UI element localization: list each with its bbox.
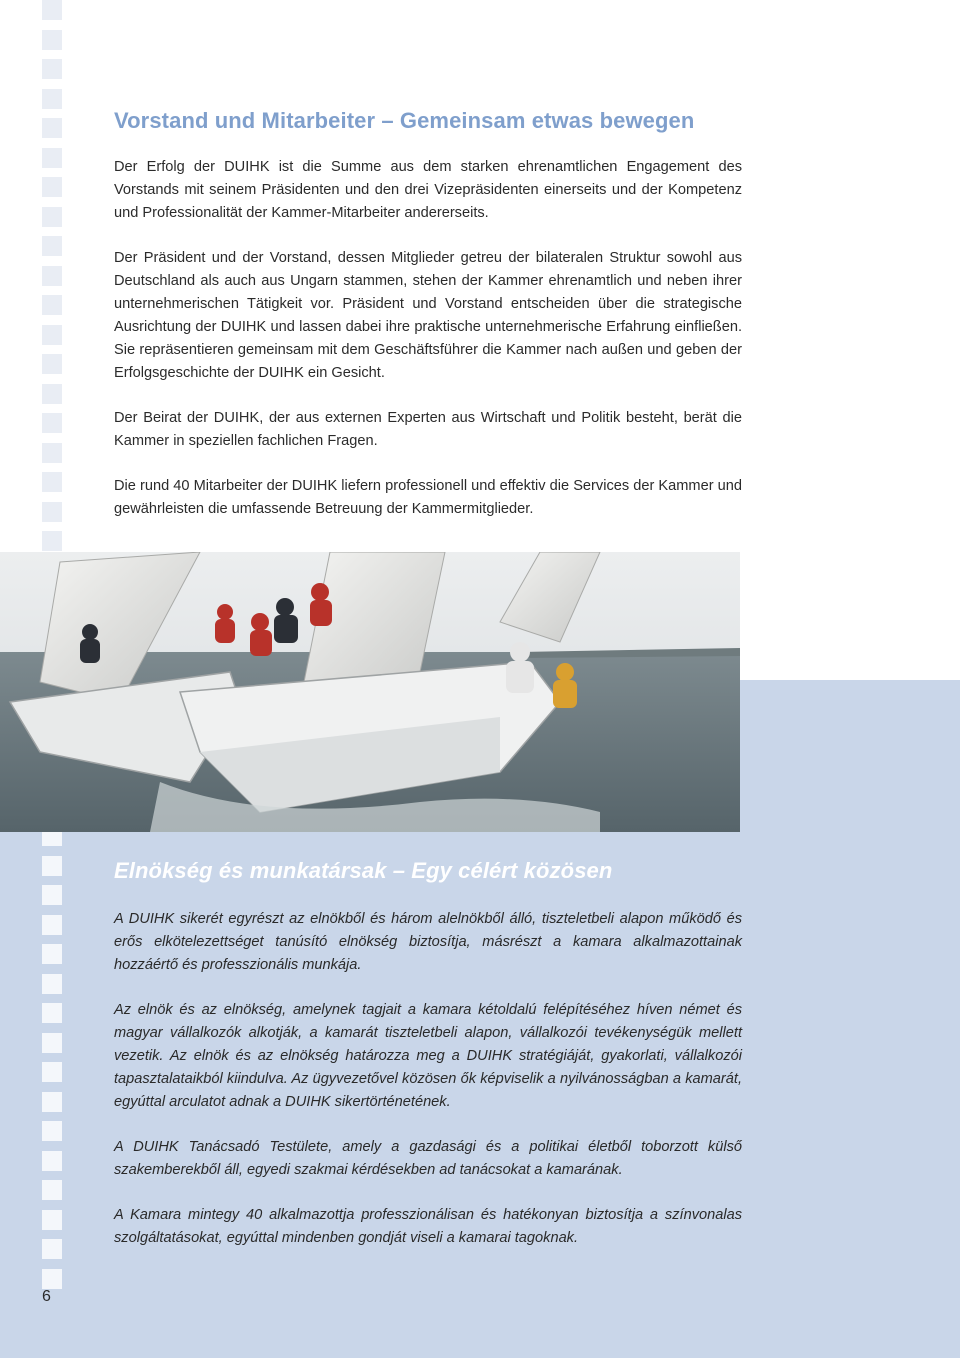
- hungarian-paragraph-2: Az elnök és az elnökség, amelynek tagjait a kamara kétoldalú felépítéséhez híven német és magyar vállalkozók alkotják, a kamarát tiszteletbeli alapon, vállalkozói tevékenységük mellett vezetik. Az elnök és az elnökség határozza meg a DUIHK stratégiáját, gyakorlati, vállalkozói tapasztalataikból kiindulva. Az ügyvezetővel közösen ők képviselik a nyilvánosságban a kamarát, egyúttal arculatot adnak a DUIHK sikertörténetének.: [114, 1002, 742, 1110]
- german-paragraph-2: Der Präsident und der Vorstand, dessen Mitglieder getreu der bilateralen Struktur sowohl aus Deutschland als auch aus Ungarn stammen, stehen der Kammer ehrenamtlich und neben ihrer unternehmerischen Tätigkeit vor. Präsident und Vorstand entscheiden über die strategische Ausrichtung der DUIHK und lassen dabei ihre praktische unternehmerische Erfahrung einfließen. Sie repräsentieren gemeinsam mit dem Geschäftsführer die Kammer nach außen und geben der Erfolgsgeschichte der DUIHK ein Gesicht.: [114, 250, 742, 381]
- decorative-square: [42, 295, 62, 315]
- decorative-square: [42, 1062, 62, 1082]
- decorative-square: [42, 1092, 62, 1112]
- decorative-square: [42, 1269, 62, 1289]
- hungarian-section: [114, 858, 742, 1272]
- decorative-square: [42, 531, 62, 551]
- decorative-square: [42, 1033, 62, 1053]
- hungarian-paragraph-3: A DUIHK Tanácsadó Testülete, amely a gazdasági és a politikai életből toborzott külső szakemberekből áll, egyedi szakmai kérdésekben ad tanácsokat a kamarának.: [114, 1139, 742, 1178]
- decorative-square: [42, 856, 62, 876]
- german-heading: Vorstand und Mitarbeiter – Gemeinsam etwas bewegen: [114, 108, 695, 133]
- decorative-square: [42, 148, 62, 168]
- decorative-square: [42, 118, 62, 138]
- decorative-square: [42, 266, 62, 286]
- decorative-square: [42, 89, 62, 109]
- decorative-square: [42, 354, 62, 374]
- decorative-square: [42, 236, 62, 256]
- german-section: [114, 108, 742, 543]
- decorative-square: [42, 944, 62, 964]
- decorative-square: [42, 30, 62, 50]
- decorative-square: [42, 177, 62, 197]
- decorative-square: [42, 1151, 62, 1171]
- decorative-square: [42, 384, 62, 404]
- hungarian-paragraph-1: A DUIHK sikerét egyrészt az elnökből és három alelnökből álló, tiszteletbeli alapon működő és erős elkötelezettséget tanúsító elnökség biztosítja, másrészt a kamara alkalmazottainak hozzáértő és professzionális munkája.: [114, 911, 742, 973]
- page-number: 6: [42, 1288, 51, 1305]
- decorative-square: [42, 472, 62, 492]
- decorative-square: [42, 59, 62, 79]
- decorative-square: [42, 1003, 62, 1023]
- hungarian-heading: Elnökség és munkatársak – Egy célért közösen: [114, 858, 613, 883]
- hungarian-paragraph-4: A Kamara mintegy 40 alkalmazottja professzionálisan és hatékonyan biztosítja a színvonalas szolgáltatásokat, egyúttal mindenben gondját viseli a kamarai tagoknak.: [114, 1207, 742, 1246]
- german-paragraph-4: Die rund 40 Mitarbeiter der DUIHK liefern professionell und effektiv die Services der Kammer und gewährleisten die umfassende Betreuung der Kammermitglieder.: [114, 478, 742, 517]
- decorative-square: [42, 1180, 62, 1200]
- decorative-square: [42, 1121, 62, 1141]
- decorative-square: [42, 1239, 62, 1259]
- decorative-square: [42, 885, 62, 905]
- sailing-photo: [0, 552, 740, 832]
- decorative-square: [42, 1210, 62, 1230]
- decorative-square: [42, 325, 62, 345]
- decorative-square: [42, 0, 62, 20]
- german-paragraph-3: Der Beirat der DUIHK, der aus externen Experten aus Wirtschaft und Politik besteht, berät die Kammer in speziellen fachlichen Fragen.: [114, 410, 742, 449]
- decorative-square: [42, 915, 62, 935]
- decorative-square: [42, 207, 62, 227]
- decorative-square: [42, 413, 62, 433]
- decorative-square: [42, 443, 62, 463]
- german-paragraph-1: Der Erfolg der DUIHK ist die Summe aus dem starken ehrenamtlichen Engagement des Vorstands mit seinem Präsidenten und den drei Vizepräsidenten einerseits und der Kompetenz und Professionalität der Kammer-Mitarbeiter andererseits.: [114, 159, 742, 221]
- decorative-square: [42, 502, 62, 522]
- decorative-square: [42, 974, 62, 994]
